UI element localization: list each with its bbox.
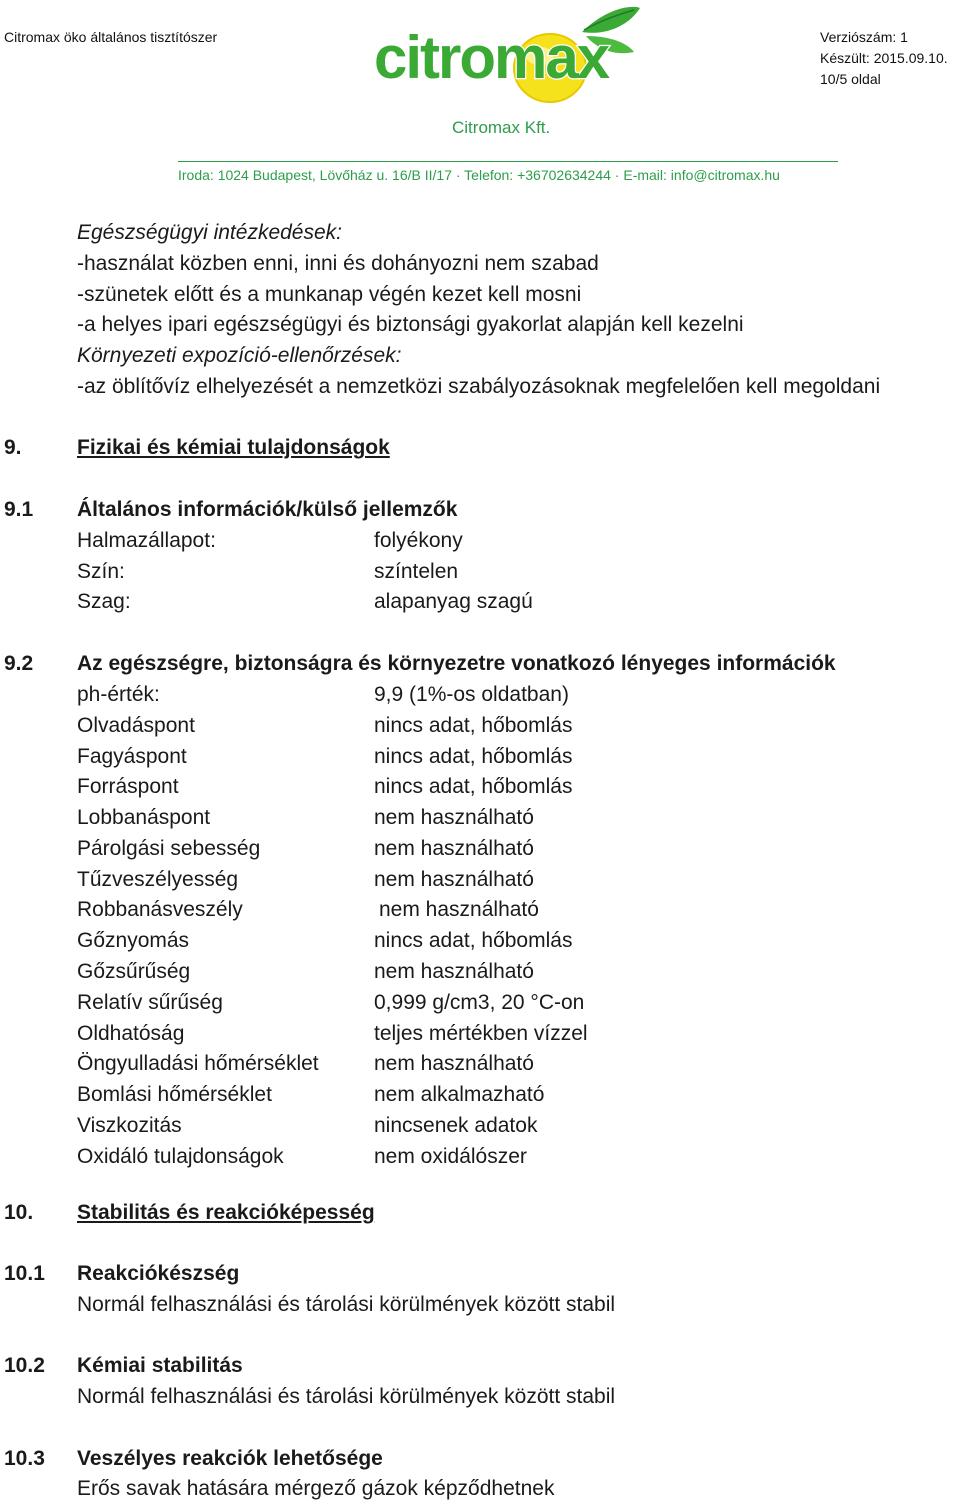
property-label: Oldhatóság <box>77 1022 185 1045</box>
section-9-2-number: 9.2 <box>4 652 34 675</box>
property-value: nem használható <box>374 960 534 983</box>
section-9-1-number: 9.1 <box>4 498 34 521</box>
property-value: nem használható <box>374 806 534 829</box>
property-label: Szag: <box>77 590 131 613</box>
property-value: nem alkalmazható <box>374 1083 545 1106</box>
version-number: Verziószám: 1 <box>820 29 908 45</box>
property-value: nincs adat, hőbomlás <box>374 775 573 798</box>
property-label: Tűzveszélyesség <box>77 868 239 891</box>
property-value: nem használható <box>374 837 534 860</box>
property-value: nem oxidálószer <box>374 1145 527 1168</box>
property-value: teljes mértékben vízzel <box>374 1022 588 1045</box>
env-exposure-title: Környezeti expozíció-ellenőrzések: <box>77 344 402 367</box>
citromax-logo <box>372 2 644 106</box>
property-value: 0,999 g/cm3, 20 °C-on <box>374 991 585 1014</box>
property-label: Oxidáló tulajdonságok <box>77 1145 284 1168</box>
section-10-1-title: Reakciókészség <box>77 1262 240 1285</box>
health-item: -használat közben enni, inni és dohányozni nem szabad <box>77 252 599 275</box>
property-label: Halmazállapot: <box>77 529 216 552</box>
health-measures-title: Egészségügyi intézkedések: <box>77 221 342 244</box>
property-value: színtelen <box>374 560 459 583</box>
env-item: -az öblítővíz elhelyezését a nemzetközi szabályozásoknak megfelelően kell megoldani <box>77 375 881 398</box>
property-value: nincs adat, hőbomlás <box>374 714 573 737</box>
section-10-1-text: Normál felhasználási és tárolási körülmények között stabil <box>77 1293 616 1316</box>
property-value: nincs adat, hőbomlás <box>374 929 573 952</box>
section-9-number: 9. <box>4 436 22 459</box>
property-value: nem használható <box>374 1052 534 1075</box>
section-10-2-text: Normál felhasználási és tárolási körülmények között stabil <box>77 1385 616 1408</box>
section-10-2-number: 10.2 <box>4 1354 45 1377</box>
health-item: -szünetek előtt és a munkanap végén kezet kell mosni <box>77 283 582 306</box>
company-address: Iroda: 1024 Budapest, Lövőház u. 16/B II/17 · Telefon: +36702634244 · E-mail: info@citromax.hu <box>178 167 780 183</box>
section-10-title: Stabilitás és reakcióképesség <box>77 1201 375 1224</box>
section-10-number: 10. <box>4 1201 34 1224</box>
property-label: Fagyáspont <box>77 745 187 768</box>
section-10-3-number: 10.3 <box>4 1447 45 1470</box>
section-9-2-title: Az egészségre, biztonságra és környezetre vonatkozó lényeges információk <box>77 652 836 675</box>
property-label: ph-érték: <box>77 683 160 706</box>
section-10-3-text: Erős savak hatására mérgező gázok képződhetnek <box>77 1477 555 1500</box>
property-value: folyékony <box>374 529 463 552</box>
property-label: Viszkozitás <box>77 1114 182 1137</box>
property-label: Robbanásveszély <box>77 898 243 921</box>
section-10-1-number: 10.1 <box>4 1262 45 1285</box>
health-item: -a helyes ipari egészségügyi és biztonsági gyakorlat alapján kell kezelni <box>77 313 744 336</box>
document-title: Citromax öko általános tisztítószer <box>4 29 218 45</box>
page-number: 10/5 oldal <box>820 71 881 87</box>
property-value: nincs adat, hőbomlás <box>374 745 573 768</box>
section-10-2-title: Kémiai stabilitás <box>77 1354 243 1377</box>
property-value: nem használható <box>379 898 539 921</box>
property-value: 9,9 (1%-os oldatban) <box>374 683 569 706</box>
property-label: Öngyulladási hőmérséklet <box>77 1052 319 1075</box>
section-9-1-title: Általános információk/külső jellemzők <box>77 498 458 521</box>
property-label: Lobbanáspont <box>77 806 211 829</box>
property-label: Bomlási hőmérséklet <box>77 1083 272 1106</box>
section-10-3-title: Veszélyes reakciók lehetősége <box>77 1447 383 1470</box>
property-label: Gőzsűrűség <box>77 960 191 983</box>
property-label: Olvadáspont <box>77 714 195 737</box>
company-name: Citromax Kft. <box>452 118 551 137</box>
property-label: Forráspont <box>77 775 179 798</box>
property-label: Szín: <box>77 560 125 583</box>
property-label: Relatív sűrűség <box>77 991 223 1014</box>
property-label: Párolgási sebesség <box>77 837 261 860</box>
logo-wordmark: citromax <box>374 24 609 91</box>
section-9-title: Fizikai és kémiai tulajdonságok <box>77 436 390 459</box>
created-date: Készült: 2015.09.10. <box>820 50 948 66</box>
property-label: Gőznyomás <box>77 929 190 952</box>
property-value: nem használható <box>374 868 534 891</box>
header-divider <box>178 161 838 162</box>
property-value: nincsenek adatok <box>374 1114 538 1137</box>
property-value: alapanyag szagú <box>374 590 533 613</box>
